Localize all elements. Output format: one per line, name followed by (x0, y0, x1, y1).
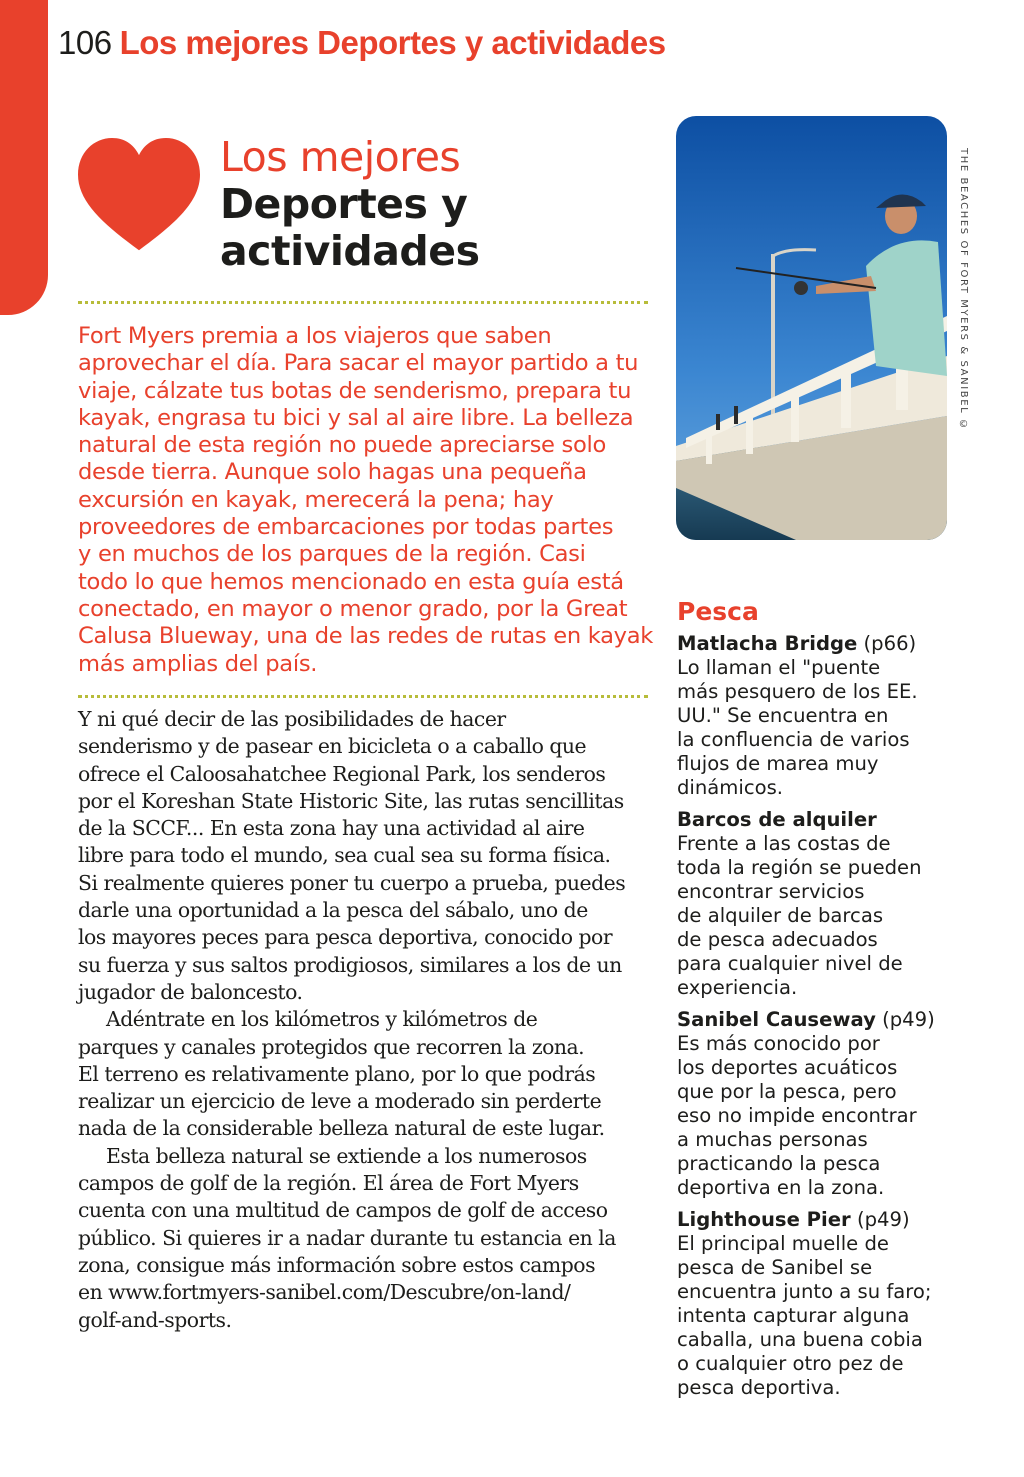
section-title: Los mejores Deportes y actividades (119, 24, 666, 61)
body-line: zona, consigue más información sobre estos campos (78, 1252, 596, 1277)
entry-text-line: la confluencia de varios (677, 728, 910, 751)
entry-text-line: a muchas personas (677, 1128, 868, 1151)
fishing-sidebar (677, 596, 977, 1408)
intro-line: más amplias del país. (78, 650, 318, 677)
dotted-divider-top (78, 301, 648, 304)
entry-text-line: de alquiler de barcas (677, 904, 884, 927)
entry-title-line (677, 1208, 977, 1232)
running-header (58, 24, 666, 62)
sidebar-entries (677, 632, 977, 1400)
sidebar-heading: Pesca (677, 597, 759, 626)
body-line: libre para todo el mundo, sea cual sea su forma física. (78, 843, 611, 868)
body-line: cuenta con una multitud de campos de golf de acceso (78, 1198, 608, 1223)
title-line-1: Los mejores (220, 133, 461, 181)
intro-line: Calusa Blueway, una de las redes de rutas en kayak (78, 623, 654, 650)
title-line-2: Deportes y (220, 180, 468, 228)
entry-text-line: de pesca adecuados (677, 928, 878, 951)
entry-text-line: Lo llaman el "puente (677, 656, 881, 679)
entry-text-line: los deportes acuáticos (677, 1056, 898, 1079)
entry-page-ref: (p66) (857, 632, 917, 655)
intro-line: desde tierra. Aunque solo hagas una pequeña (78, 459, 587, 486)
body-line: nada de la considerable belleza natural de este lugar. (78, 1116, 605, 1141)
intro-line: proveedores de embarcaciones por todas partes (78, 514, 614, 541)
body-line: senderismo y de pasear en bicicleta o a caballo que (78, 734, 587, 759)
entry-text-line: encuentra junto a su faro; (677, 1280, 932, 1303)
body-line: darle una oportunidad a la pesca del sábalo, uno de (78, 898, 588, 923)
entry-text-line: experiencia. (677, 976, 798, 999)
body-line: golf-and-sports. (78, 1307, 232, 1332)
entry-page-ref: (p49) (875, 1008, 935, 1031)
page-number: 106 (58, 24, 112, 61)
intro-line: natural de esta región no puede apreciarse solo (78, 432, 607, 459)
intro-line: viaje, cálzate tus botas de senderismo, prepara tu (78, 377, 632, 404)
dotted-divider-bottom (78, 695, 648, 698)
entry-text-line: pesca de Sanibel se (677, 1256, 873, 1279)
body-line: público. Si quieres ir a nadar durante tu estancia en la (78, 1225, 616, 1250)
fishing-entry (677, 632, 977, 800)
entry-text-line: que por la pesca, pero (677, 1080, 897, 1103)
chapter-title (220, 134, 479, 275)
entry-page-ref: (p49) (850, 1208, 910, 1231)
entry-name: Sanibel Causeway (677, 1008, 876, 1031)
body-text (78, 706, 658, 1334)
entry-title-line (677, 1008, 977, 1032)
entry-text-line: o cualquier otro pez de (677, 1352, 904, 1375)
body-line: parques y canales protegidos que recorren la zona. (78, 1034, 585, 1059)
entry-text-line: eso no impide encontrar (677, 1104, 917, 1127)
entry-text-line: intenta capturar alguna (677, 1304, 910, 1327)
intro-line: excursión en kayak, merecerá la pena; hay (78, 486, 554, 513)
entry-text-line: pesca deportiva. (677, 1376, 841, 1399)
heart-icon (78, 138, 200, 260)
body-line: en www.fortmyers-sanibel.com/Descubre/on-land/ (78, 1280, 571, 1305)
entry-text-line: flujos de marea muy (677, 752, 879, 775)
intro-line: kayak, engrasa tu bici y sal al aire libre. La belleza (78, 404, 634, 431)
entry-text-line: más pesquero de los EE. (677, 680, 918, 703)
body-line: campos de golf de la región. El área de Fort Myers (78, 1171, 579, 1196)
entry-text-line: encontrar servicios (677, 880, 865, 903)
body-line: los mayores peces para pesca deportiva, conocido por (78, 925, 613, 950)
intro-line: aprovechar el día. Para sacar el mayor partido a tu (78, 350, 639, 377)
intro-line: conectado, en mayor o menor grado, por la Great (78, 595, 628, 622)
entry-name: Matlacha Bridge (677, 632, 858, 655)
fishing-entry (677, 1208, 977, 1400)
entry-text-line: deportiva en la zona. (677, 1176, 885, 1199)
fishing-entry (677, 1008, 977, 1200)
photo-credit: THE BEACHES OF FORT MYERS & SANIBEL © (958, 148, 969, 432)
fishing-photo (676, 116, 947, 540)
entry-title-line (677, 632, 977, 656)
entry-title-line (677, 808, 977, 832)
entry-text-line: UU." Se encuentra en (677, 704, 889, 727)
fisherman-on-bridge-illustration (676, 116, 947, 540)
entry-text-line: Frente a las costas de (677, 832, 891, 855)
body-line: Esta belleza natural se extiende a los numerosos (106, 1143, 587, 1168)
body-line: su fuerza y sus saltos prodigiosos, similares a los de un (78, 952, 622, 977)
intro-line: todo lo que hemos mencionado en esta guía está (78, 568, 624, 595)
body-line: El terreno es relativamente plano, por lo que podrás (78, 1061, 596, 1086)
intro-line: Fort Myers premia a los viajeros que saben (78, 323, 552, 349)
body-line: por el Koreshan State Historic Site, las rutas sencillitas (78, 788, 624, 813)
intro-paragraph (78, 323, 658, 678)
body-line: jugador de baloncesto. (78, 979, 303, 1004)
body-line: realizar un ejercicio de leve a moderado sin perderte (78, 1089, 602, 1114)
intro-line: y en muchos de los parques de la región. Casi (78, 541, 586, 568)
entry-name: Barcos de alquiler (677, 808, 877, 831)
page-edge-tab (0, 0, 48, 315)
entry-text-line: dinámicos. (677, 776, 784, 799)
fishing-entry (677, 808, 977, 1000)
entry-text-line: practicando la pesca (677, 1152, 881, 1175)
body-line: ofrece el Caloosahatchee Regional Park, los senderos (78, 761, 606, 786)
entry-text-line: para cualquier nivel de (677, 952, 903, 975)
body-line: Adéntrate en los kilómetros y kilómetros de (106, 1007, 538, 1032)
body-line: de la SCCF... En esta zona hay una actividad al aire (78, 816, 585, 841)
body-line: Si realmente quieres poner tu cuerpo a prueba, puedes (78, 870, 626, 895)
title-line-3: actividades (220, 227, 480, 275)
entry-text-line: El principal muelle de (677, 1232, 889, 1255)
body-line: Y ni qué decir de las posibilidades de hacer (78, 707, 506, 731)
entry-text-line: Es más conocido por (677, 1032, 880, 1055)
entry-text-line: caballa, una buena cobia (677, 1328, 923, 1351)
entry-text-line: toda la región se pueden (677, 856, 922, 879)
entry-name: Lighthouse Pier (677, 1208, 851, 1231)
